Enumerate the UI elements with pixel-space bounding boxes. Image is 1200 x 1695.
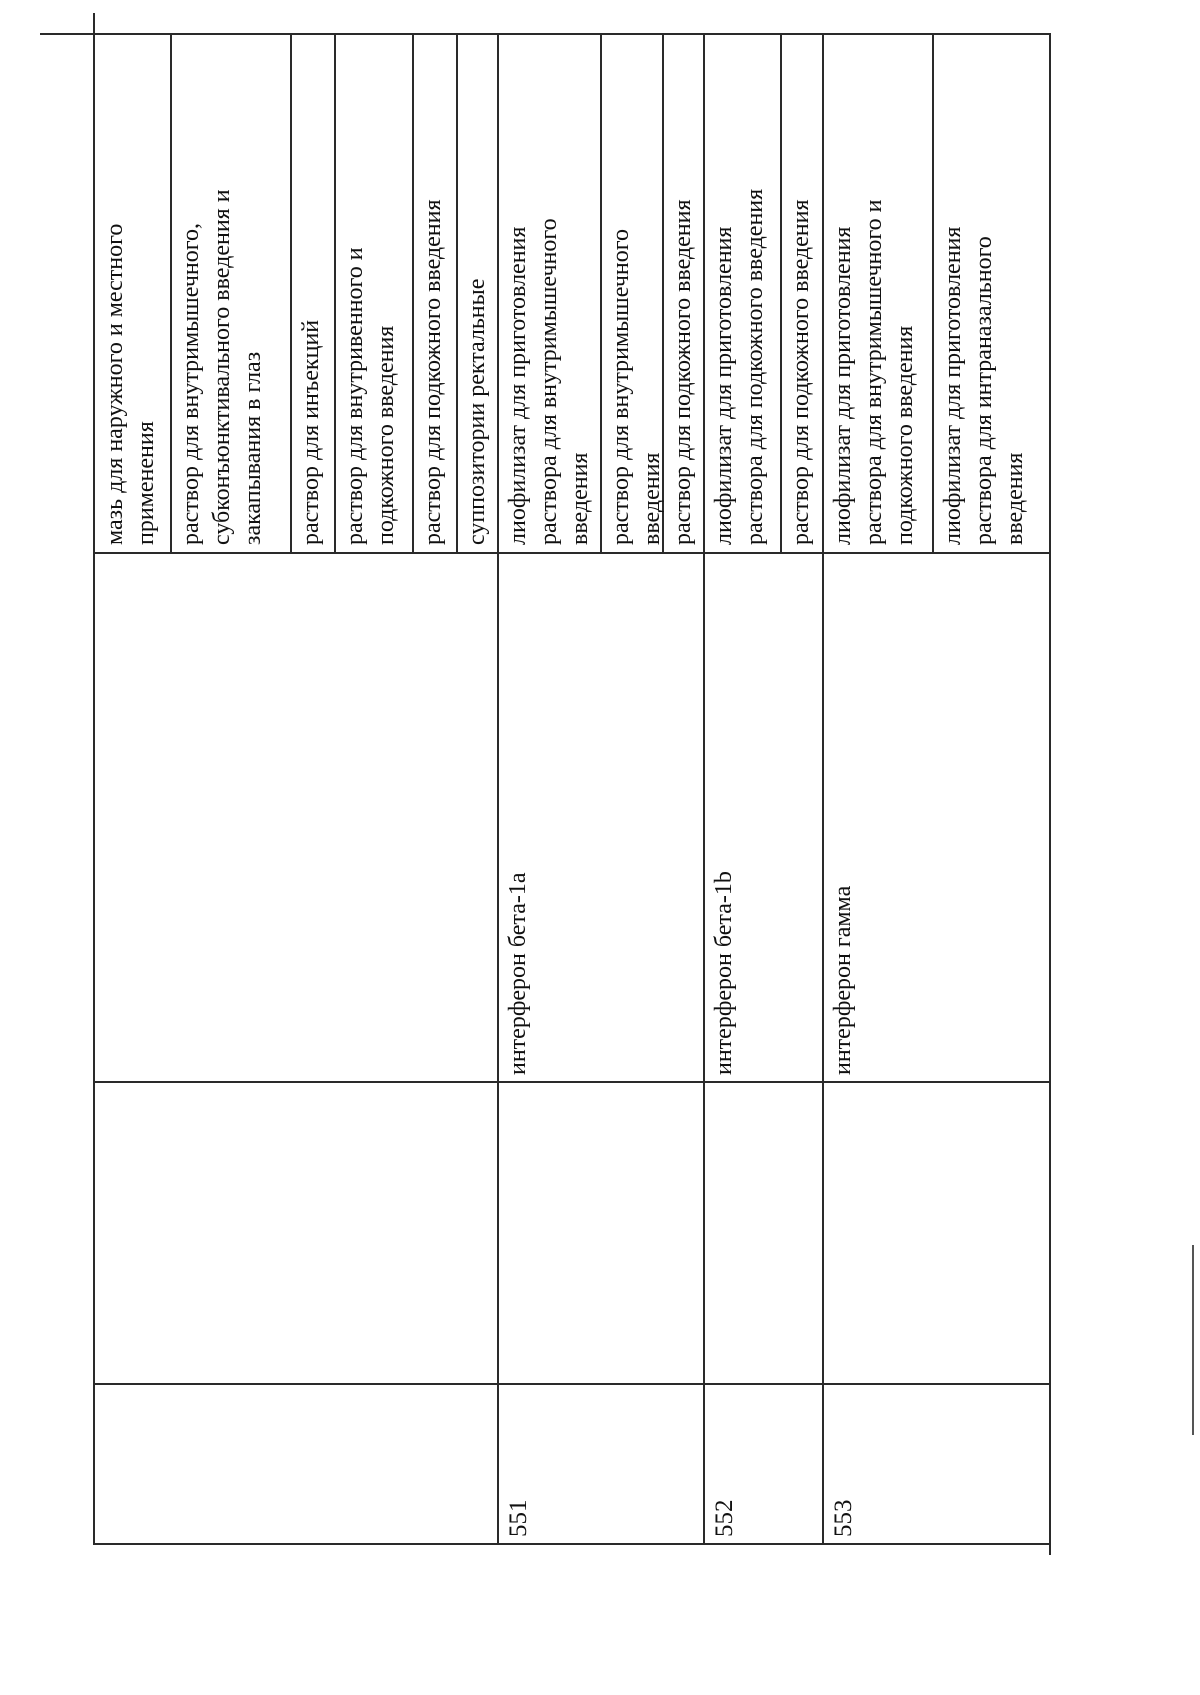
form-cell: раствор для внутривенного и подкожного введения (342, 247, 399, 545)
form-cell: раствор для подкожного введения (670, 199, 696, 545)
form-divider (600, 33, 602, 554)
form-cell: раствор для внутримышечного введения (608, 229, 665, 545)
row-number: 552 (711, 1499, 738, 1537)
form-cell: раствор для инъекций (298, 319, 324, 545)
substance-name: интерферон бета-1a (505, 872, 531, 1075)
form-cell: раствор для подкожного введения (788, 199, 814, 545)
row-divider-552 (703, 33, 705, 1545)
form-cell: лиофилизат для приготовления раствора для подкожного введения (711, 188, 768, 545)
form-cell: раствор для внутримышечного, субконъюнктивального введения и закапывания в глаз (178, 189, 266, 545)
form-divider (170, 33, 172, 554)
row-number: 551 (505, 1499, 532, 1537)
form-cell: суппозитории ректальные (464, 278, 490, 545)
row-number: 553 (830, 1499, 857, 1537)
column-divider-4 (93, 552, 1050, 554)
form-divider (412, 33, 414, 554)
table-border-bottom (40, 33, 1050, 35)
table-border-right (1049, 33, 1051, 1555)
substance-name: интерферон бета-1b (711, 871, 737, 1075)
form-divider (334, 33, 336, 554)
substance-name: интерферон гамма (830, 885, 856, 1075)
form-divider (456, 33, 458, 554)
form-divider (290, 33, 292, 554)
column-divider-2 (93, 1383, 1050, 1385)
form-cell: лиофилизат для приготовления раствора для внутримышечного и подкожного введения (830, 199, 918, 545)
form-divider (780, 33, 782, 554)
row-divider-551 (497, 33, 499, 1545)
scan-mark (1192, 1245, 1194, 1435)
form-cell: раствор для подкожного введения (420, 199, 446, 545)
form-divider (932, 33, 934, 554)
form-cell: мазь для наружного и местного применения (102, 223, 159, 545)
column-divider-1 (93, 13, 95, 1545)
row-divider-553 (822, 33, 824, 1545)
column-divider-3 (93, 1081, 1050, 1083)
form-cell: лиофилизат для приготовления раствора для интраназального введения (940, 226, 1028, 545)
form-cell: лиофилизат для приготовления раствора для внутримышечного введения (505, 218, 593, 545)
table-border-left (93, 1543, 1050, 1545)
